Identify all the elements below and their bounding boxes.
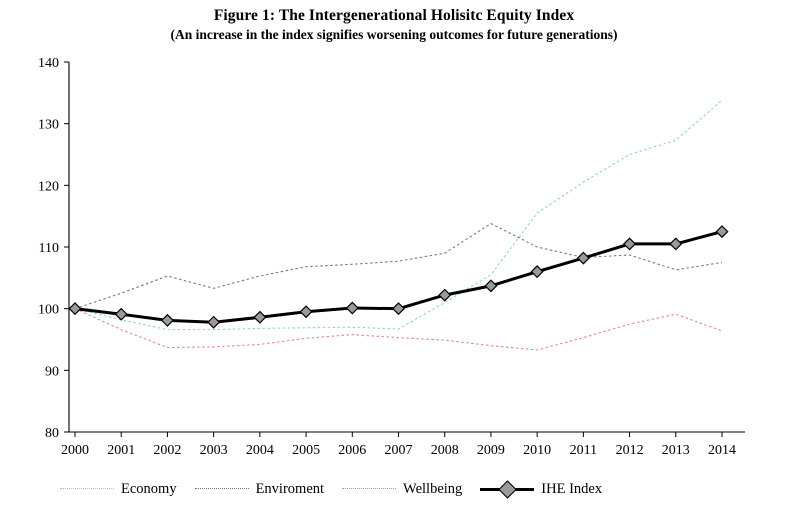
- chart-axes: [69, 62, 745, 432]
- series-marker: [208, 317, 219, 328]
- y-tick-label: 90: [45, 364, 59, 380]
- y-tick-label: 120: [38, 179, 59, 195]
- x-tick-label: 2007: [384, 443, 413, 458]
- legend-item-economy[interactable]: [60, 481, 177, 498]
- x-tick-label: 2009: [476, 443, 505, 458]
- x-tick-label: 2002: [153, 443, 182, 458]
- y-tick-label: 80: [45, 426, 59, 441]
- page-title: Figure 1: The Intergenerational Holisitc Equity Index: [213, 7, 575, 24]
- series-marker: [162, 315, 173, 326]
- series-line-enviroment: [75, 224, 722, 309]
- legend-item-enviroment[interactable]: [195, 481, 324, 498]
- x-tick-label: 2004: [245, 443, 274, 458]
- legend-swatch-icon: [480, 482, 534, 496]
- x-tick-label: 2000: [61, 443, 89, 458]
- series-marker: [531, 266, 542, 277]
- legend-item-label: Wellbeing: [403, 480, 463, 497]
- x-tick-label: 2010: [523, 443, 552, 458]
- y-tick-label: 130: [38, 117, 59, 133]
- series-marker: [485, 280, 496, 291]
- legend-swatch-icon: [342, 482, 396, 496]
- legend-swatch-icon: [195, 482, 249, 496]
- x-tick-label: 2006: [338, 443, 367, 458]
- series-marker: [300, 306, 311, 317]
- legend-marker-icon: [499, 480, 517, 498]
- y-tick-label: 100: [38, 302, 59, 318]
- series-marker: [393, 303, 404, 314]
- series-marker: [254, 312, 265, 323]
- legend-item-label: Enviroment: [255, 480, 325, 497]
- y-tick-label: 110: [38, 241, 59, 256]
- series-marker: [439, 289, 450, 300]
- series-marker: [116, 309, 127, 320]
- x-tick-label: 2001: [107, 443, 136, 458]
- y-tick-label: 140: [38, 56, 59, 71]
- x-tick-label: 2003: [199, 443, 228, 458]
- series-line-economy: [75, 100, 722, 329]
- x-tick-label: 2005: [292, 443, 321, 458]
- series-marker: [716, 226, 727, 237]
- x-tick-label: 2014: [708, 443, 736, 458]
- legend-item-wellbeing[interactable]: [342, 481, 462, 498]
- x-axis-ticks: [61, 432, 736, 458]
- series-marker: [624, 238, 635, 249]
- chart-legend: [60, 476, 760, 502]
- series-marker: [347, 302, 358, 313]
- series-marker: [670, 238, 681, 249]
- series-marker: [69, 303, 80, 314]
- legend-swatch-icon: [60, 482, 114, 496]
- y-axis-ticks: [38, 56, 69, 441]
- x-tick-label: 2008: [430, 443, 459, 458]
- legend-item-ihe-index[interactable]: [480, 481, 602, 498]
- legend-item-label: IHE Index: [541, 480, 603, 497]
- chart-series-group: [69, 100, 727, 350]
- x-tick-label: 2011: [569, 443, 598, 458]
- x-tick-label: 2013: [661, 443, 690, 458]
- series-marker: [578, 252, 589, 263]
- figure-subtitle: (An increase in the index signifies worsening outcomes for future generations): [170, 27, 618, 42]
- legend-item-label: Economy: [121, 480, 177, 497]
- x-tick-label: 2012: [615, 443, 644, 458]
